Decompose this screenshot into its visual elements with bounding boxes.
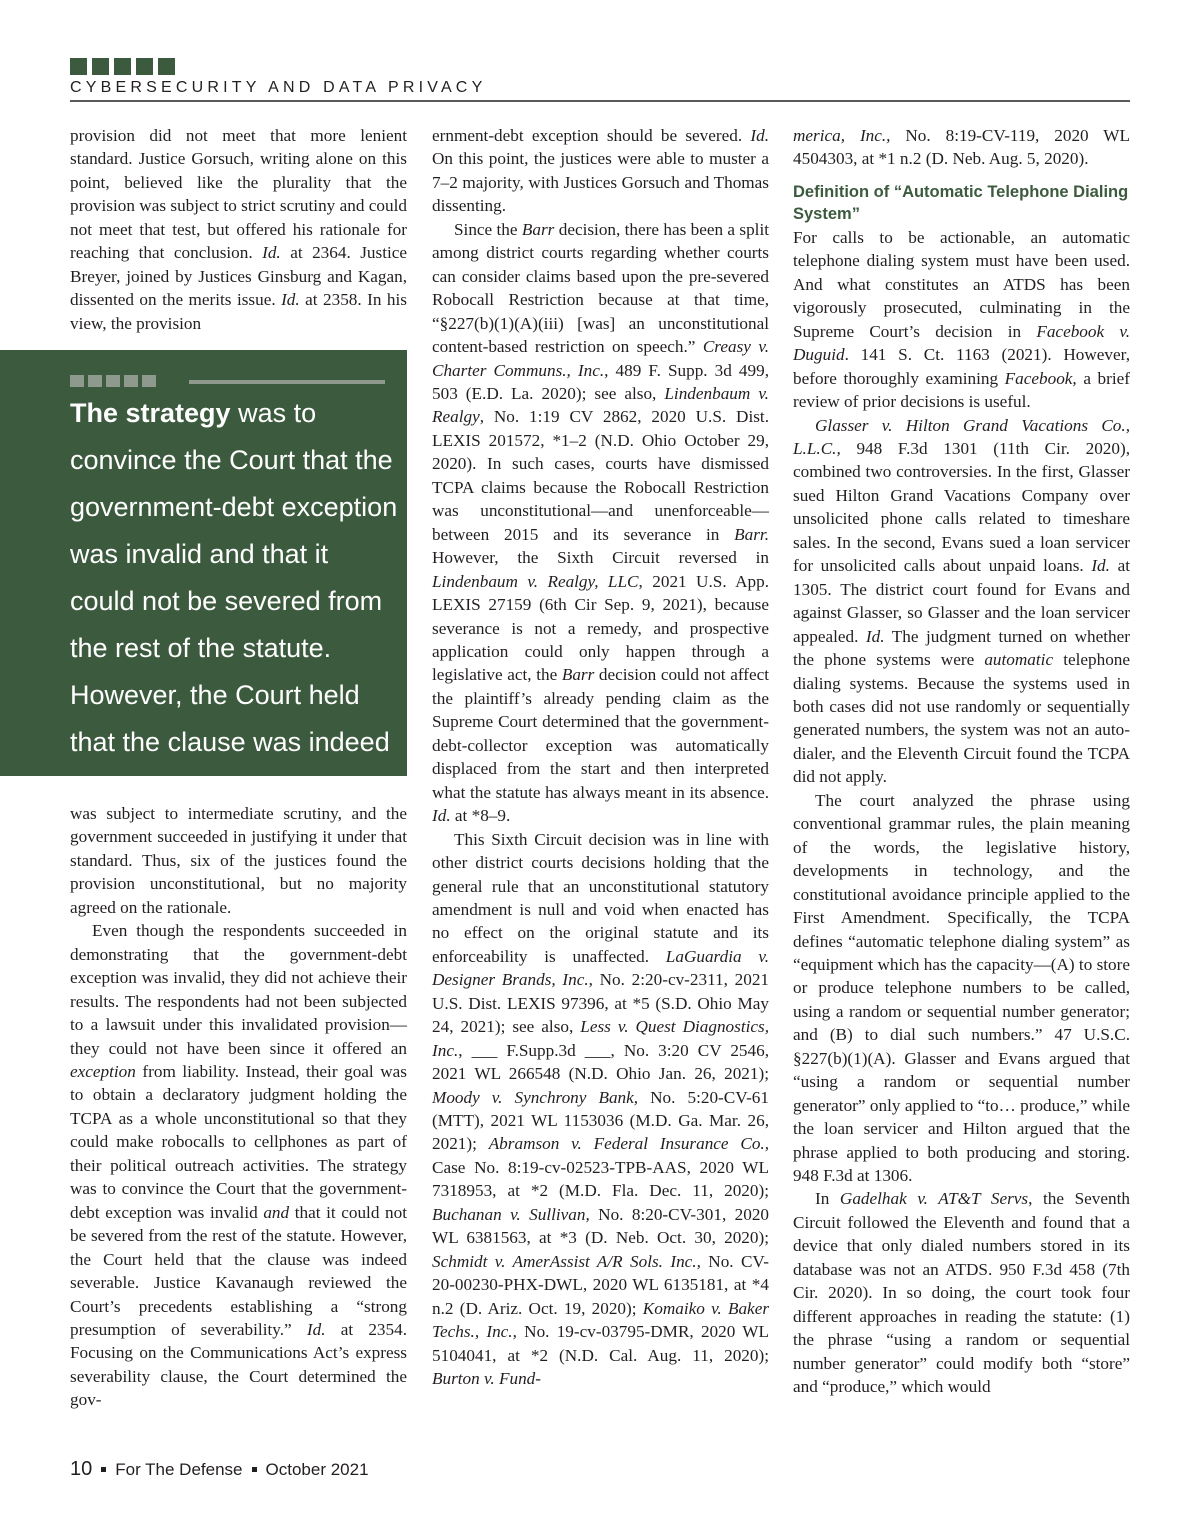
pull-quote-squares-icon	[70, 375, 156, 387]
pull-quote-bar	[189, 380, 385, 384]
page-number: 10	[70, 1458, 93, 1480]
subheading: Definition of “Automatic Telephone Dialing System”	[793, 182, 1129, 223]
column-1-bottom	[70, 802, 407, 1412]
issue-date: October 2021	[265, 1460, 369, 1479]
pull-quote-text	[70, 390, 400, 813]
body-paragraph: Glasser v. Hilton Grand Vacations Co., L.L.C., 948 F.3d 1301 (11th Cir. 2020), combined two controversies. In the first, Glasser sued Hilton Grand Vacations Company over unsolicited phone calls related to timeshare sales. In the second, Evans sued a loan servicer for unsolicited calls about unpaid loans. Id. at 1305. The district court found for Evans and against Glasser, so Glasser and the loan servicer appealed. Id. The judgment turned on whether the phone systems were automatic telephone dialing systems. Because the systems used in both cases did not use randomly or sequentially generated numbers, the system was not an auto-dialer, and the Eleventh Circuit found the TCPA did not apply.	[793, 415, 1131, 787]
column-2	[432, 124, 769, 1390]
body-paragraph: The court analyzed the phrase using conventional grammar rules, the plain meaning of the words, the legislative history, developments in technology, and the constitutional avoidance principle applied to the First Amendment. Specifically, the TCPA defines “automatic telephone dialing system” as “equipment which has the capacity—(A) to store or produce telephone numbers to be called, using a random or sequential number generator; and (B) to dial such numbers.” 47 U.S.C. §227(b)(1)(A). Glasser and Evans argued that “using a random or sequential number generator” only applied to “to… produce,” while the loan servicer and Hilton argued that the phrase applied to both producing and storing. 948 F.3d at 1306.	[793, 790, 1130, 1186]
pull-quote	[0, 350, 407, 804]
body-paragraph: In Gadelhak v. AT&T Servs, the Seventh Circuit followed the Eleventh and found that a device that only dialed numbers stored in its database was not an ATDS. 950 F.3d 458 (7th Cir. 2020). In so doing, the court took four different approaches in reading the statute: (1) the phrase “using a random or sequential number generator” could modify both “store” and “produce,” which would	[793, 1189, 1130, 1397]
body-paragraph: Even though the respondents succeeded in demonstrating that the government-debt exception was invalid, they did not achieve their results. The respondents had not been subjected to a lawsuit under this invalidated provision—they could not have been since it offered an exception from liability. Instead, their goal was to obtain a declaratory judgment holding the TCPA as a whole unconstitutional so that they could make robocalls to cellphones as part of their political outreach activities. The strategy was to convince the Court that the government-debt exception was invalid and that it could not be severed from the rest of the statute. However, the Court held that the clause was indeed severable. Justice Kavanaugh reviewed the Court’s precedents establishing a “strong presumption of severability.” Id. at 2354. Focusing on the Communications Act’s express severability clause, the Court determined the gov-	[70, 921, 407, 1410]
publication-name: For The Defense	[115, 1460, 243, 1479]
pull-quote-rest: was to convince the Court that the government-debt exception was invalid and that it could not be severed from the rest of the statute. However, the Court held that the clause was indeed severable.	[70, 398, 398, 804]
bullet-icon	[101, 1467, 106, 1472]
page-footer	[70, 1458, 369, 1481]
body-paragraph: provision did not meet that more lenient standard. Justice Gorsuch, writing alone on this point, believed like the plurality that the provision was subject to strict scrutiny and could not meet that test, but offered his rationale for reaching that conclusion. Id. at 2364. Justice Breyer, joined by Justices Ginsburg and Kagan, dissented on the merits issue. Id. at 2358. In his view, the provision	[70, 126, 407, 333]
column-1-top	[70, 124, 407, 335]
body-paragraph: For calls to be actionable, an automatic telephone dialing system must have been used. And what constitutes an ATDS has been vigorously prosecuted, culminating in the Supreme Court’s decision in Facebook v. Duguid. 141 S. Ct. 1163 (2021). However, before thoroughly examining Facebook, a brief review of prior decisions is useful.	[793, 227, 1131, 412]
body-paragraph: ernment-debt exception should be severed. Id. On this point, the justices were able to muster a 7–2 majority, with Justices Gorsuch and Thomas dissenting.	[432, 126, 769, 216]
bullet-icon	[252, 1467, 257, 1472]
body-paragraph: merica, Inc., No. 8:19-CV-119, 2020 WL 4504303, at *1 n.2 (D. Neb. Aug. 5, 2020).	[793, 126, 1130, 169]
body-paragraph: Since the Barr decision, there has been a split among district courts regarding whether courts can consider claims based upon the pre-severed Robocall Restriction because at that time, “§227(b)(1)(A)(iii) [was] an unconstitutional content-based restriction on speech.” Creasy v. Charter Communs., Inc., 489 F. Supp. 3d 499, 503 (E.D. La. 2020); see also, Lindenbaum v. Realgy, No. 1:19 CV 2862, 2020 U.S. Dist. LEXIS 201572, *1–2 (N.D. Ohio October 29, 2020). In such cases, courts have dismissed TCPA claims because the Robocall Restriction was unconstitutional—and unenforceable—between 2015 and its severance in Barr. However, the Sixth Circuit reversed in Lindenbaum v. Realgy, LLC, 2021 U.S. App. LEXIS 27159 (6th Cir Sep. 9, 2021), because severance is not a remedy, and prospective application could only happen through a legislative act, the Barr decision could not affect the plaintiff’s already pending claim as the Supreme Court determined that the government-debt-collector exception was automatically displaced from the start and then interpreted what the statute has always meant in its absence. Id. at *8–9.	[432, 219, 769, 826]
section-squares-icon	[70, 58, 175, 75]
column-3	[793, 124, 1130, 1399]
section-label: CYBERSECURITY AND DATA PRIVACY	[70, 79, 487, 96]
body-paragraph: This Sixth Circuit decision was in line with other district courts decisions holding that the general rule that an unconstitutional statutory amendment is null and void when enacted has no effect on the original statute and its enforceability is unaffected. LaGuardia v. Designer Brands, Inc., No. 2:20-cv-2311, 2021 U.S. Dist. LEXIS 97396, at *5 (S.D. Ohio May 24, 2021); see also, Less v. Quest Diagnostics, Inc., ___ F.Supp.3d ___, No. 3:20 CV 2546, 2021 WL 266548 (N.D. Ohio Jan. 26, 2021); Moody v. Synchrony Bank, No. 5:20-CV-61 (MTT), 2021 WL 1153036 (M.D. Ga. Mar. 26, 2021); Abramson v. Federal Insurance Co., Case No. 8:19-cv-02523-TPB-AAS, 2020 WL 7318953, at *2 (M.D. Fla. Dec. 11, 2020); Buchanan v. Sullivan, No. 8:20-CV-301, 2020 WL 6381563, at *3 (D. Neb. Oct. 30, 2020); Schmidt v. AmerAssist A/R Sols. Inc., No. CV-20-00230-PHX-DWL, 2020 WL 6135181, at *4 n.2 (D. Ariz. Oct. 19, 2020); Komaiko v. Baker Techs., Inc., No. 19-cv-03795-DMR, 2020 WL 5104041, at *2 (N.D. Cal. Aug. 11, 2020); Burton v. Fund-	[432, 829, 770, 1389]
pull-quote-lead: The strategy	[70, 398, 231, 428]
header-rule	[70, 100, 1130, 102]
body-paragraph: was subject to intermediate scrutiny, and the government succeeded in justifying it under that standard. Thus, six of the justices found the provision unconstitutional, but no majority agreed on the rationale.	[70, 804, 407, 917]
